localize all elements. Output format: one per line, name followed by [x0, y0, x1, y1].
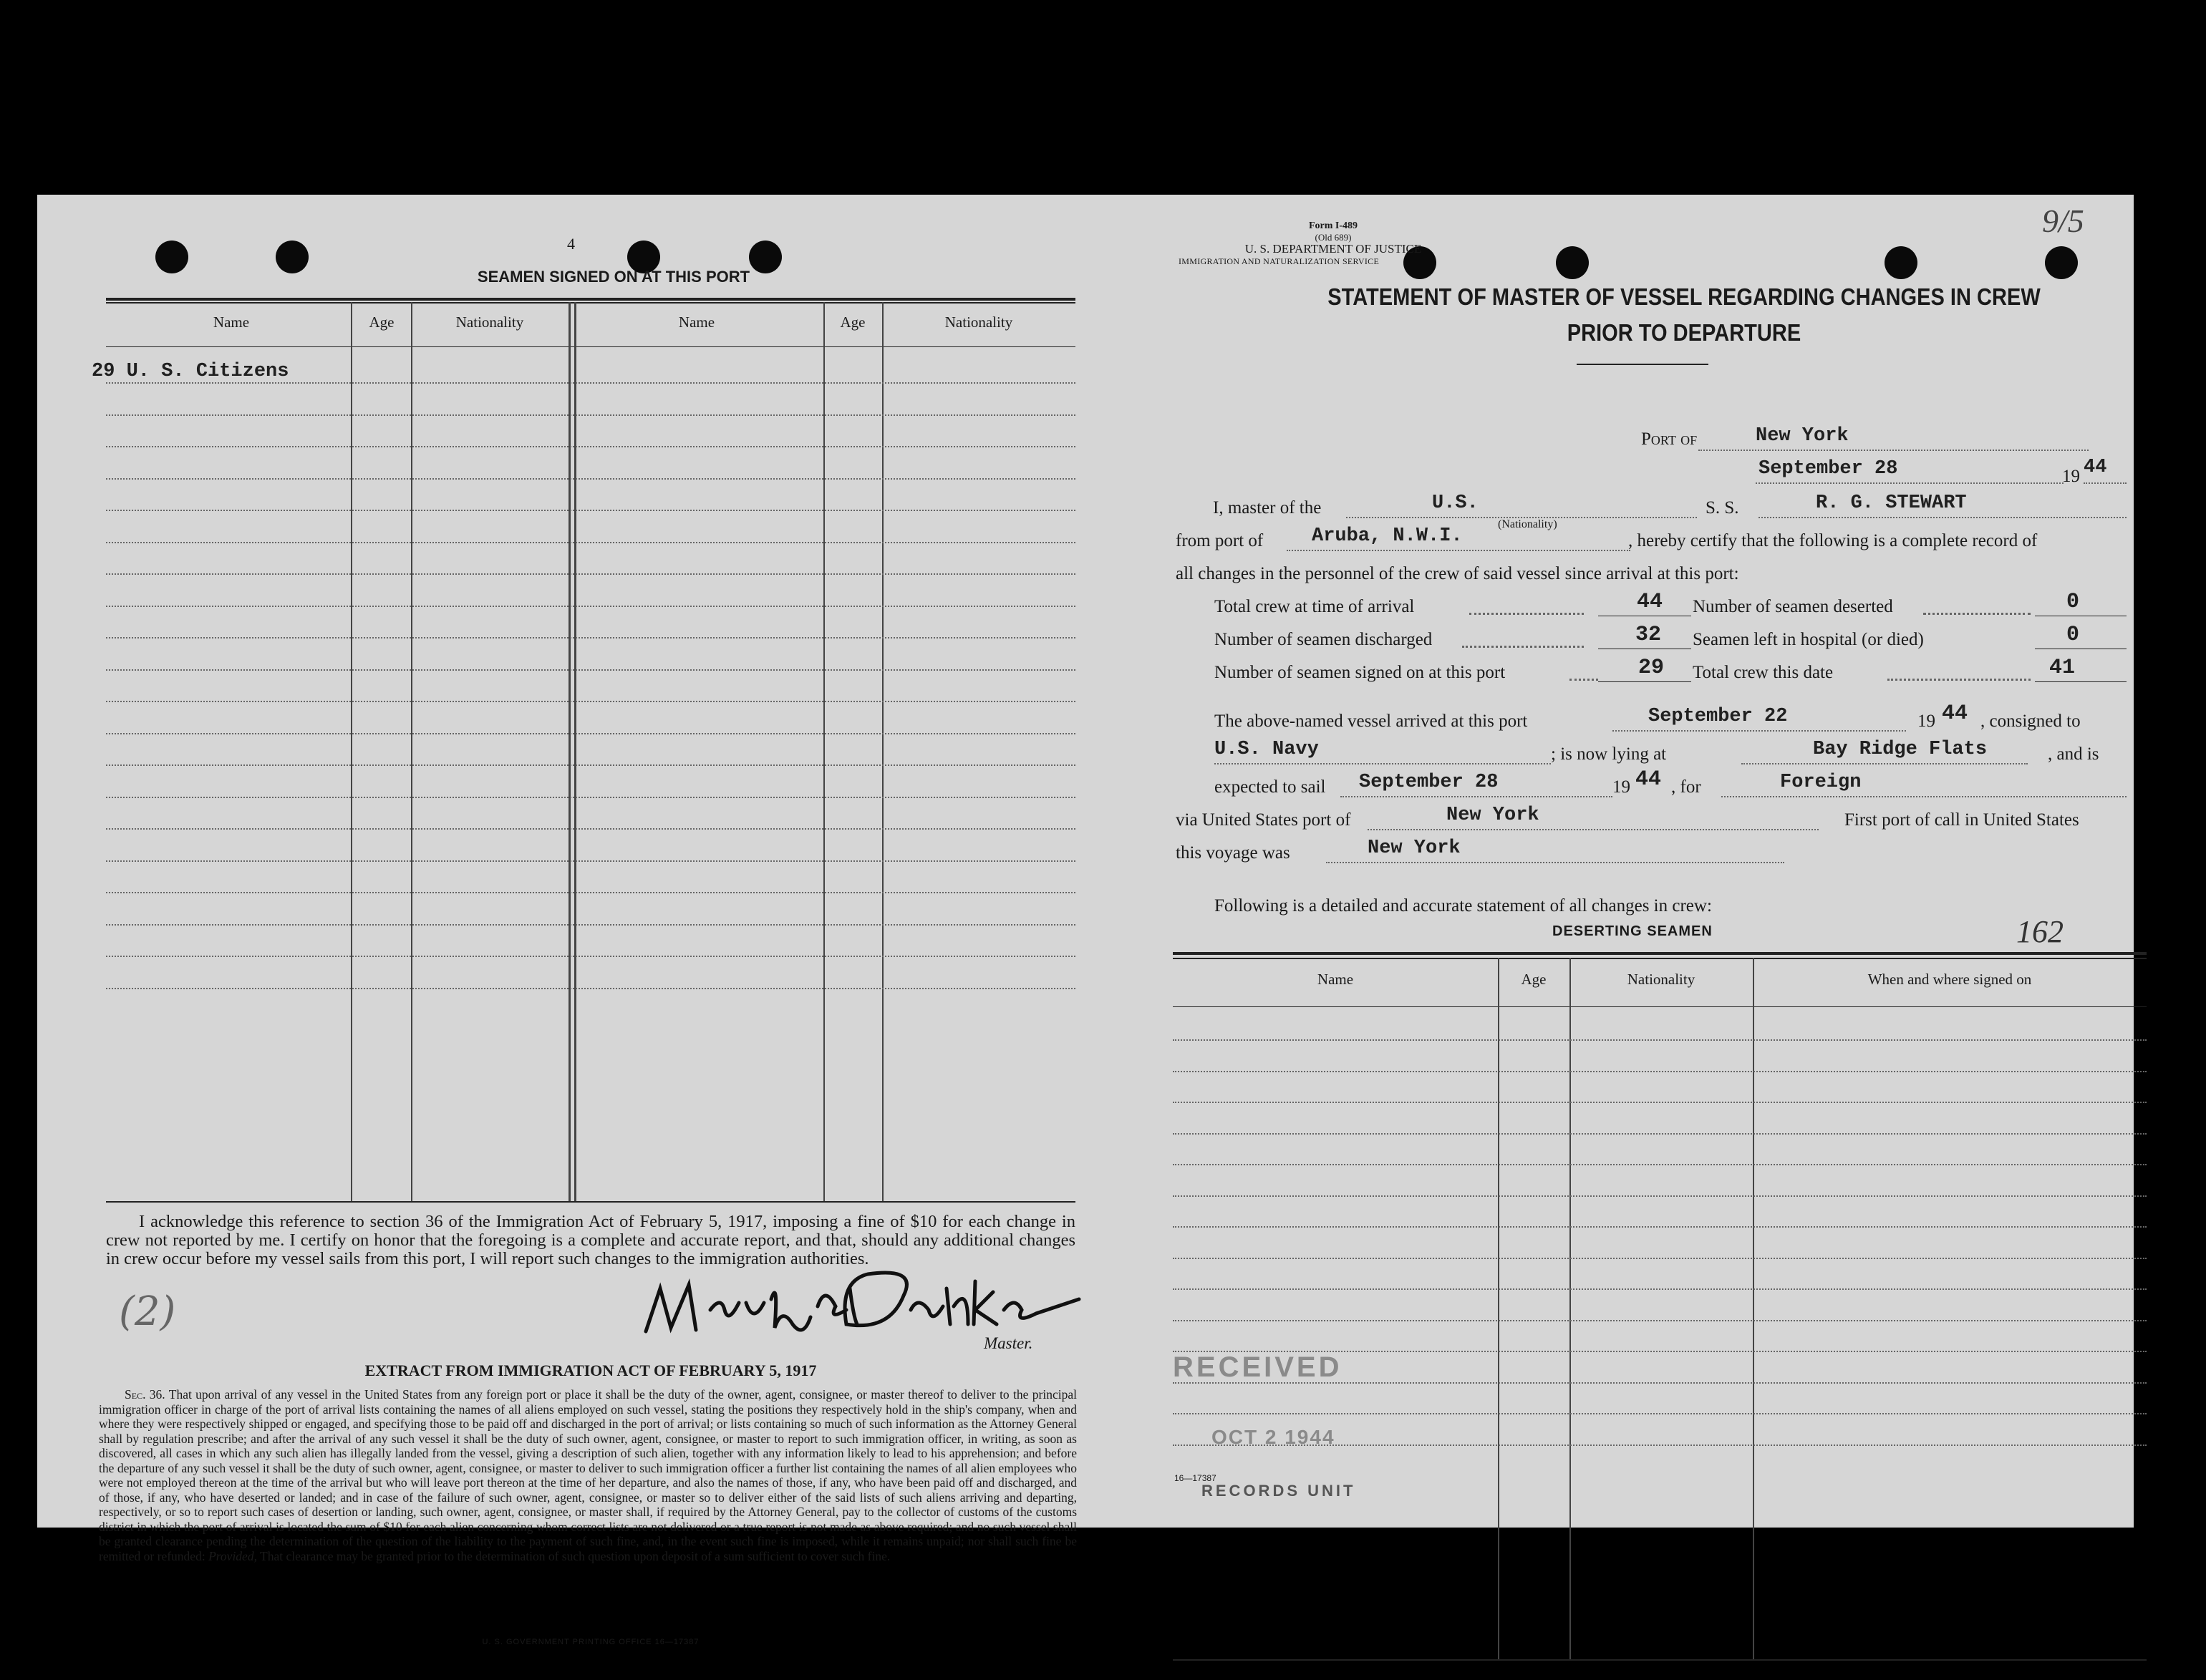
table-row-line — [106, 860, 1075, 862]
department-name: U. S. DEPARTMENT OF JUSTICE — [1244, 242, 1422, 256]
form-number: Form I-489 — [1308, 220, 1358, 231]
form-footer-number: 16—17387 — [1174, 1473, 1216, 1483]
column-divider — [1498, 958, 1499, 1659]
table-row-line — [106, 828, 1075, 830]
for-label: , for — [1671, 777, 1701, 797]
acknowledgment-text: I acknowledge this reference to section 36 of the Immigration Act of February 5, 1917, imposing a fine of $10 for each change in crew not reported by me. I certify on honor that the foregoing is a complete and accurate report, and that, should any additional changes in crew occur before my vessel sails from this port, I will report such changes to the immigration authorities. — [106, 1212, 1075, 1268]
table-row-line — [1173, 1071, 2147, 1072]
stamp-date: OCT 2 1944 — [1211, 1426, 1335, 1448]
and-is-label: , and is — [2048, 744, 2099, 764]
table-row-line — [1173, 1102, 2147, 1103]
year-prefix: 19 — [2062, 467, 2080, 486]
lying-label: ; is now lying at — [1551, 744, 1667, 764]
table-bottom-rule — [1173, 1659, 2147, 1661]
sec-label: Sec. 36. — [125, 1387, 165, 1402]
seamen-entry: 29 U. S. Citizens — [92, 361, 289, 382]
table-row-line — [106, 510, 1075, 511]
punch-hole — [155, 241, 188, 273]
column-divider — [823, 302, 825, 1201]
form-title-line2: PRIOR TO DEPARTURE — [1567, 319, 1801, 346]
column-divider — [1753, 958, 1754, 1659]
punch-hole — [2045, 246, 2078, 279]
service-name: IMMIGRATION AND NATURALIZATION SERVICE — [1179, 256, 1380, 266]
col-header-age: Age — [1521, 971, 1547, 988]
sail-year-prefix: 19 — [1612, 777, 1630, 797]
table-row-line — [106, 606, 1075, 607]
printer-line: U. S. GOVERNMENT PRINTING OFFICE 16—17387 — [482, 1638, 700, 1646]
col-header-age: Age — [369, 314, 395, 331]
fill-line — [1287, 550, 1630, 551]
fill-line — [1340, 796, 1612, 797]
following-text: Following is a detailed and accurate statement of all changes in crew: — [1214, 896, 1712, 916]
column-divider — [351, 302, 352, 1201]
signed-on-value: 29 — [1638, 656, 1665, 680]
fill-line — [1698, 450, 2089, 451]
certify-text: , hereby certify that the following is a complete record of — [1628, 531, 2038, 550]
sail-label: expected to sail — [1214, 777, 1326, 797]
total-crew-arrival-value: 44 — [1637, 590, 1663, 614]
deserting-heading: DESERTING SEAMEN — [1552, 923, 1713, 939]
punch-hole — [276, 241, 309, 273]
table-row-line — [106, 892, 1075, 893]
table-row-line — [1173, 1164, 2147, 1165]
deserted-label: Number of seamen deserted — [1693, 597, 1893, 616]
header-rule — [1173, 1006, 2147, 1007]
table-row-line — [1173, 1226, 2147, 1228]
fill-line — [1326, 862, 1784, 863]
table-row-line — [1173, 1133, 2147, 1135]
total-crew-arrival-label: Total crew at time of arrival — [1214, 597, 1415, 616]
year-value: 44 — [2084, 457, 2107, 478]
table-top-rule — [1173, 952, 2147, 955]
discharged-value: 32 — [1635, 623, 1662, 647]
punch-hole — [1556, 246, 1589, 279]
deserted-value: 0 — [2066, 590, 2080, 614]
voyage-value: New York — [1368, 837, 1461, 859]
table-row-line — [106, 733, 1075, 734]
table-row-line — [106, 446, 1075, 447]
first-port-label: First port of call in United States — [1844, 810, 2079, 830]
consignee-value: U.S. Navy — [1214, 739, 1319, 760]
fill-line — [1741, 763, 2028, 764]
date-value: September 28 — [1758, 458, 1898, 480]
table-row-line — [106, 988, 1075, 989]
leader-dots — [1462, 646, 1584, 648]
leader-dots — [1469, 613, 1584, 615]
consigned-label: , consigned to — [1980, 712, 2081, 731]
received-stamp: RECEIVED — [1173, 1351, 1343, 1383]
total-crew-date-value: 41 — [2049, 656, 2076, 680]
nationality-value: U.S. — [1432, 492, 1479, 514]
table-row-line — [106, 414, 1075, 416]
fill-line — [2035, 681, 2127, 682]
via-label: via United States port of — [1176, 810, 1351, 830]
vessel-name: R. G. STEWART — [1816, 492, 1967, 514]
table-bottom-rule — [106, 1201, 1075, 1203]
hospital-label: Seamen left in hospital (or died) — [1693, 630, 1924, 649]
page-number: 4 — [567, 235, 575, 253]
table-row-line — [106, 637, 1075, 639]
fill-line — [1612, 730, 1906, 732]
old-form-number: (Old 689) — [1315, 232, 1352, 243]
port-label: Port of — [1641, 429, 1698, 449]
table-row-line — [106, 797, 1075, 798]
via-value: New York — [1446, 805, 1539, 826]
extract-text — [99, 1387, 1077, 1563]
table-row-line — [1173, 1413, 2147, 1414]
leader-dots — [1923, 613, 2031, 615]
table-row-line — [1173, 1288, 2147, 1290]
margin-mark: (2) — [119, 1288, 176, 1335]
header-rule — [106, 346, 1075, 347]
col-header-nationality: Nationality — [1627, 971, 1695, 988]
extract-end: That clearance may be granted prior to the determination of such question upon deposit of a sum sufficient to cover such fine. — [260, 1548, 891, 1563]
column-divider — [569, 302, 571, 1201]
signed-on-label: Number of seamen signed on at this port — [1214, 663, 1506, 682]
col-header-when-where: When and where signed on — [1867, 971, 2032, 988]
for-value: Foreign — [1780, 772, 1862, 793]
corner-mark: 9/5 — [2042, 203, 2084, 239]
title-underline — [1577, 364, 1708, 365]
col-header-age: Age — [840, 314, 866, 331]
ss-label: S. S. — [1706, 498, 1739, 518]
punch-hole — [1885, 246, 1917, 279]
table-row-line — [106, 924, 1075, 926]
table-row-line — [106, 701, 1075, 702]
extract-heading: EXTRACT FROM IMMIGRATION ACT OF FEBRUARY 5, 1917 — [364, 1361, 817, 1379]
provided-word: Provided, — [208, 1548, 257, 1563]
table-row-line — [1173, 1320, 2147, 1321]
document-sheet — [37, 195, 2134, 1646]
table-row-line — [106, 764, 1075, 766]
form-title-line1: STATEMENT OF MASTER OF VESSEL REGARDING CHANGES IN CREW — [1327, 283, 2041, 310]
certify-text-2: all changes in the personnel of the crew of said vessel since arrival at this port: — [1176, 564, 1739, 583]
fill-line — [1756, 482, 2064, 484]
table-row-line — [106, 669, 1075, 671]
col-header-name: Name — [213, 314, 250, 331]
arrived-label: The above-named vessel arrived at this port — [1214, 712, 1528, 731]
column-divider — [882, 302, 884, 1201]
table-row-line — [1173, 1039, 2147, 1041]
col-header-name: Name — [678, 314, 715, 331]
column-divider — [1569, 958, 1571, 1659]
fill-line — [1758, 517, 2127, 518]
from-port-label: from port of — [1176, 531, 1264, 550]
fill-line — [2084, 482, 2127, 484]
column-divider — [574, 302, 576, 1201]
records-unit-stamp: RECORDS UNIT — [1201, 1482, 1356, 1500]
discharged-label: Number of seamen discharged — [1214, 630, 1433, 649]
table-top-rule — [106, 298, 1075, 301]
master-label: Master. — [984, 1334, 1033, 1352]
fill-line — [1598, 681, 1691, 682]
table-row-line — [106, 542, 1075, 543]
table-row-line — [106, 382, 1075, 384]
arrived-value: September 22 — [1648, 706, 1788, 727]
extract-body: That upon arrival of any vessel in the United States from any foreign port or place it shall be the duty of the owner, agent, consignee, or master thereof to deliver to the principal immigration officer in charge of the port of arrival lists containing the names of all aliens employed on such vessel, stating the positions they respectively hold in the ship's company, when and where they were respectively shipped or engaged, and specifying those to be paid off and discharged in the port of arrival; or lists containing so much of such information as the Attorney General shall by regulation prescribe; and after the arrival of any such vessel it shall be the duty of such owner, agent, consignee, or master to report to such immigration officer, in writing, as soon as discovered, all cases in which any such alien has illegally landed from the vessel, giving a description of such alien, together with any information likely to lead to his apprehension; and before the departure of any such vessel it shall be the duty of such owner, agent, consignee, or master to deliver to such immigration officer a further list containing the names of all alien employees who were not employed thereon at the time of the arrival but who will leave port thereon at the time of her departure, and also the names of those, if any, who have been paid off and discharged, and of those, if any, who have deserted or landed; and in case of the failure of such owner, agent, consignee, or master so to deliver either of the said lists of such aliens arriving and departing, respectively, or so to report such cases of desertion or landing, such owner, agent, consignee, or master shall, if required by the Attorney General, pay to the collector of customs of the customs district in which the port of arrival is located the sum of $10 for each alien concerning whom correct lists are not delivered or a true report is not made as above required; and no such vessel shall be granted clearance pending the determination of the question of the liability to the payment of such fine, and, in the event such fine is imposed, while it remains unpaid; nor shall such fine be remitted or refunded: — [99, 1387, 1077, 1563]
table-row-line — [1173, 1195, 2147, 1197]
hospital-value: 0 — [2066, 623, 2080, 647]
total-crew-date-label: Total crew this date — [1693, 663, 1834, 682]
fill-line — [1368, 829, 1819, 830]
fill-line — [1721, 796, 2127, 797]
seamen-signed-heading: SEAMEN SIGNED ON AT THIS PORT — [477, 268, 750, 286]
arrived-year: 44 — [1942, 701, 1968, 726]
master-signature — [603, 1260, 1104, 1346]
col-header-nationality: Nationality — [455, 314, 524, 331]
col-header-name: Name — [1317, 971, 1354, 988]
handwritten-number: 162 — [2016, 914, 2064, 949]
sail-value: September 28 — [1359, 772, 1499, 793]
col-header-nationality: Nationality — [944, 314, 1013, 331]
fill-line — [1214, 763, 1551, 764]
table-top-rule — [1173, 958, 2147, 959]
port-value: New York — [1756, 425, 1849, 447]
voyage-label: this voyage was — [1176, 843, 1290, 863]
nationality-caption: (Nationality) — [1498, 518, 1557, 530]
table-row-line — [106, 956, 1075, 957]
from-port-value: Aruba, N.W.I. — [1312, 525, 1463, 547]
sail-year: 44 — [1635, 767, 1662, 792]
master-of-label: I, master of the — [1213, 498, 1322, 518]
lying-value: Bay Ridge Flats — [1813, 739, 1988, 760]
table-row-line — [1173, 1258, 2147, 1259]
leader-dots — [1569, 679, 1598, 681]
table-row-line — [106, 573, 1075, 575]
leader-dots — [1887, 679, 2031, 681]
table-row-line — [106, 478, 1075, 480]
column-divider — [411, 302, 412, 1201]
arrived-year-prefix: 19 — [1917, 712, 1935, 731]
table-top-rule — [106, 302, 1075, 304]
